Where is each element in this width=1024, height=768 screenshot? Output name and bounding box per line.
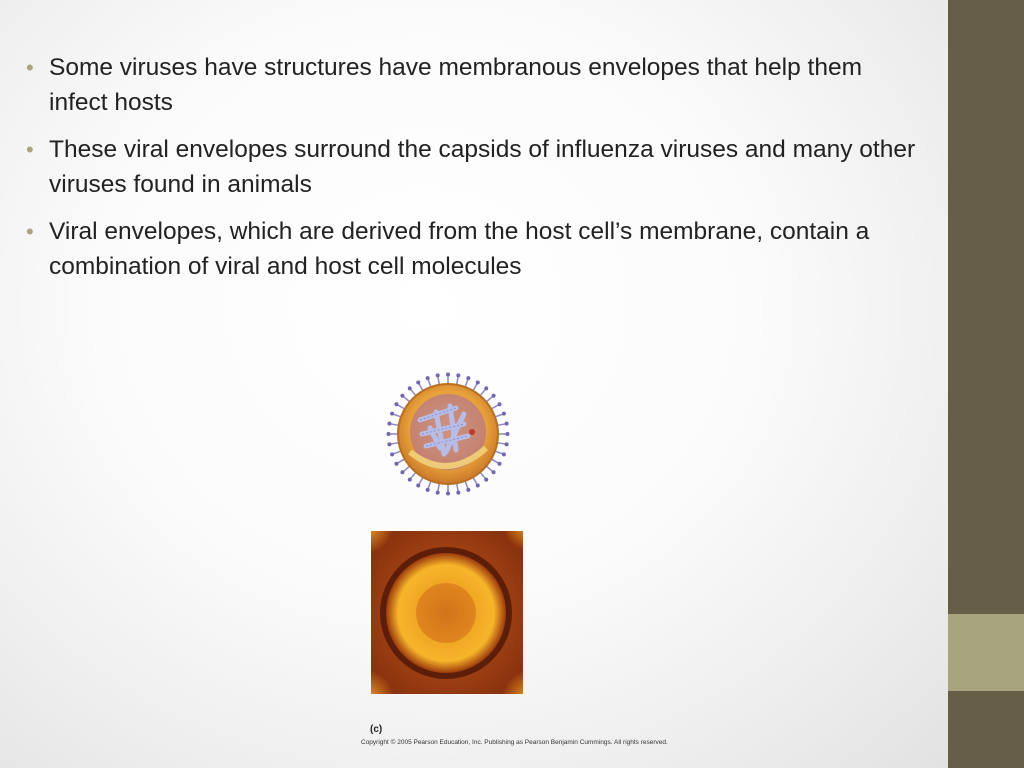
figure-label: (c) <box>370 724 383 735</box>
spike <box>457 483 458 491</box>
bullet-dot-icon: • <box>26 219 34 244</box>
spike <box>393 451 401 454</box>
spike <box>465 481 468 489</box>
copyright-notice: Copyright © 2005 Pearson Education, Inc. Publishing as Pearson Benjamin Cummings. All rights reserved. <box>361 739 668 746</box>
spike-tip <box>498 402 502 406</box>
spike-tip <box>505 422 509 426</box>
spike <box>398 459 405 463</box>
spike <box>391 443 399 444</box>
spike-tip <box>400 394 404 398</box>
spike <box>419 477 423 484</box>
spike-tip <box>505 442 509 446</box>
spike <box>438 483 439 491</box>
spike <box>428 379 431 387</box>
spike <box>491 459 498 463</box>
spike-tip <box>387 432 391 436</box>
spike-tip <box>502 452 506 456</box>
spike <box>438 377 439 385</box>
bullet-text: These viral envelopes surround the capsids of influenza viruses and many other viruses found in animals <box>49 136 916 198</box>
spike <box>411 390 416 396</box>
spike-tip <box>484 478 488 482</box>
spike <box>497 443 505 444</box>
spike <box>497 424 505 425</box>
spike-tip <box>394 402 398 406</box>
spike-tip <box>502 412 506 416</box>
spike-tip <box>387 442 391 446</box>
spike <box>473 477 477 484</box>
spike-tip <box>416 484 420 488</box>
spike-tip <box>400 470 404 474</box>
spike-tip <box>390 412 394 416</box>
spike <box>486 397 492 402</box>
spike <box>393 414 401 417</box>
spike-tip <box>436 373 440 377</box>
spike-tip <box>387 422 391 426</box>
spike-tip <box>446 492 450 496</box>
spike-tip <box>416 380 420 384</box>
spike-tip <box>394 462 398 466</box>
spike-tip <box>446 373 450 377</box>
spike <box>495 414 503 417</box>
spike-tip <box>408 478 412 482</box>
bullet-dot-icon: • <box>26 137 34 162</box>
spike <box>428 481 431 489</box>
enveloped-virus-illustration <box>386 372 510 496</box>
spike <box>491 405 498 409</box>
spike-tip <box>492 470 496 474</box>
spike <box>404 397 410 402</box>
spike <box>419 384 423 391</box>
spike <box>465 379 468 387</box>
spike-tip <box>456 373 460 377</box>
spike-tip <box>456 491 460 495</box>
bullet-text: Viral envelopes, which are derived from the host cell’s membrane, contain a combination of viral and host cell molecules <box>49 218 870 280</box>
spike-tip <box>426 376 430 380</box>
bullet-item <box>26 132 926 202</box>
spike <box>480 472 485 478</box>
spike-tip <box>492 394 496 398</box>
spike-tip <box>466 376 470 380</box>
spike-tip <box>506 432 510 436</box>
spike-tip <box>498 462 502 466</box>
spike-tip <box>476 484 480 488</box>
spike-tip <box>436 491 440 495</box>
spike <box>457 377 458 385</box>
spike <box>391 424 399 425</box>
spike <box>486 466 492 471</box>
bullet-text: Some viruses have structures have membranous envelopes that help them infect hosts <box>49 54 863 116</box>
spike-tip <box>426 488 430 492</box>
spike-tip <box>408 386 412 390</box>
spike-tip <box>466 488 470 492</box>
spike-tip <box>390 452 394 456</box>
bullet-item <box>26 214 926 284</box>
bullet-dot-icon: • <box>26 55 34 80</box>
sidebar-accent-block <box>948 614 1024 691</box>
rna-marker <box>469 429 475 435</box>
spike-tip <box>476 380 480 384</box>
electron-micrograph <box>371 531 523 694</box>
spike <box>495 451 503 454</box>
virion-core <box>416 583 476 643</box>
bullet-list <box>26 50 926 296</box>
bullet-item <box>26 50 926 120</box>
spike <box>398 405 405 409</box>
spike <box>473 384 477 391</box>
spike <box>404 466 410 471</box>
spike <box>411 472 416 478</box>
spike-tip <box>484 386 488 390</box>
spike <box>480 390 485 396</box>
